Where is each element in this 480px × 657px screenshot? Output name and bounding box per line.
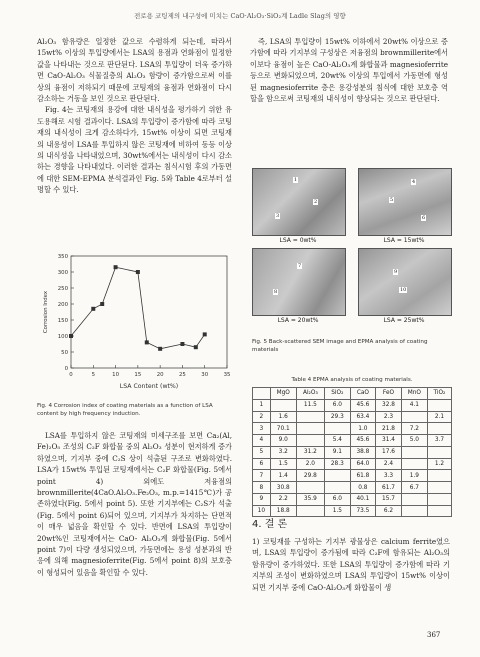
paragraph: 1) 코팅재를 구성하는 기지부 광물상은 calcium ferrite였으며, LSA의 투입량이 증가됨에 따라 C₂F에 함유되는 Al₂O₃의 함유량이 증가하였다. 또한 LSA의 투입량이 증가함에 따라 기지부의 조성이 변화하였으며 LSA의 투입량이 15wt% 이상이 되면 기지부 중에 CaO-Al₂O₃계 화합물이 생 [252, 537, 450, 592]
corrosion-index-chart [37, 250, 237, 395]
table-cell [270, 399, 296, 411]
table-cell: 28.3 [325, 458, 351, 470]
left-column-bottom-text [37, 430, 232, 578]
sem-image-20wt [252, 248, 346, 316]
x-tick-label: 25 [178, 372, 186, 378]
y-axis-label: Corrosion Index [43, 290, 49, 334]
table-cell: 6 [253, 458, 271, 470]
x-tick-label: 5 [91, 372, 96, 378]
table-cell: 30.8 [270, 482, 296, 494]
table-cell: 73.5 [350, 505, 376, 517]
table-cell: 5 [253, 446, 271, 458]
sem-label: LSA = 0wt% [279, 237, 317, 244]
table-cell [427, 482, 451, 494]
table-cell [427, 399, 451, 411]
paragraph: 즉, LSA의 투입량이 15wt% 이하에서 20wt% 이상으로 증가함에 따라 기지부의 구성상은 저융점의 brownmillerite에서 이보다 융점이 높은 CaO-Al₂O₃계 화합물과 magnesioferrite 등으로 변화되었으며, 20wt% 이상의 투입에서 가동면에 형성된 magnesioferrite 층은 용강성분의 침식에 대한 보호층 역할을 함으로써 코팅재의 내식성이 향상되는 것으로 판단된다. [250, 37, 448, 104]
table-cell: 8 [253, 482, 271, 494]
y-tick-label: 300 [57, 270, 68, 276]
x-tick-label: 35 [223, 372, 231, 378]
fig5-caption: Fig. 5 Back-scattered SEM image and EPMA analysis of coating materials [252, 339, 428, 353]
x-tick-label: 0 [69, 372, 73, 378]
table-row [253, 493, 452, 505]
point-marker: 7 [298, 263, 302, 269]
table-cell [325, 482, 351, 494]
table-cell: 1.5 [270, 458, 296, 470]
column-header: FeO [376, 388, 402, 400]
paragraph: LSA를 투입하지 않은 코팅재의 미세구조를 보면 Ca₂(Al, Fe)₂O₅ 조성의 C₂F 화합물 중의 Al₂O₃ 성분이 현저하게 증가하였으며, 기지부 중에 C₂S 상이 석출된 구조로 변화하였다. LSA가 15wt% 투입된 코팅재에서는 C₂F 화합물(Fig. 5에서 point 4) 외에도 저융점의 brownmillerite(4CaO.Al₂O₃.Fe₂O₃, m.p.=1415℃)가 공존하였다(Fig. 5에서 point 5). 또한 기지부에는 C₂S가 석출(Fig. 5에서 point 6)되어 있으며, 기지부가 차지하는 단면적이 매우 넓음을 확인할 수 있다. 반면에 LSA의 투입량이 20wt%인 코팅재에서는 CaO- Al₂O₃계 화합물(Fig. 5에서 point 7)이 다량 생성되었으며, 가동면에는 용성 성분과의 반응에 의해 magnesioferrite(Fig. 5에서 point 8)의 보호층이 형성되어 있음을 확인할 수 있다. [37, 431, 232, 577]
data-point [145, 340, 149, 344]
column-header: TiO₂ [427, 388, 451, 400]
table-cell: 32.8 [376, 399, 402, 411]
table-cell: 1.0 [350, 423, 376, 435]
table-cell: 9.0 [270, 435, 296, 447]
data-point [158, 347, 162, 351]
column-header: MnO [401, 388, 427, 400]
table-cell: 70.1 [270, 423, 296, 435]
table-cell: 3.2 [270, 446, 296, 458]
data-point [180, 342, 184, 346]
table-cell: 1.6 [270, 411, 296, 423]
table-cell: 15.7 [376, 493, 402, 505]
table-row [253, 446, 452, 458]
sem-image-25wt [358, 248, 452, 316]
table-cell: 31.2 [296, 446, 324, 458]
sem-label: LSA = 25wt% [383, 317, 425, 324]
point-marker: 10 [400, 287, 407, 293]
table-cell: 31.4 [376, 435, 402, 447]
column-header: Al₂O₃ [296, 388, 324, 400]
table-cell: 40.1 [350, 493, 376, 505]
left-column-text [37, 36, 232, 196]
epma-table [252, 387, 452, 517]
point-marker: 2 [314, 199, 318, 205]
section-title: 4. 결 론 [252, 519, 288, 530]
x-axis-label: LSA Content (wt%) [119, 383, 179, 390]
table-cell: 2.4 [376, 458, 402, 470]
table-row [253, 423, 452, 435]
plot-frame [71, 256, 227, 368]
data-point [91, 307, 95, 311]
running-header: 전로용 코팅제의 내구성에 미치는 CaO·Al₂O₃·SiO₂계 Ladle Slag의 영향 [134, 12, 346, 20]
table-cell: 2.3 [376, 411, 402, 423]
table-cell [401, 505, 427, 517]
series-line [71, 267, 205, 349]
table-cell [296, 435, 324, 447]
table-cell: 64.0 [350, 458, 376, 470]
paragraph: Fig. 4는 코팅재의 용강에 대한 내식성을 평가하기 위한 유도용해로 시험 결과이다. LSA의 투입량이 증가함에 따라 코팅재의 내식성이 크게 감소하다가, 15wt% 이상이 되면 코팅재의 내용성이 LSA를 투입하지 않은 코팅재에 비하여 동등 이상의 내식성을 나타내었으며, 30wt%에서는 내식성이 다시 감소하는 경향을 나타내었다. 이러한 결과는 침식시험 후의 가동면에 대한 SEM-EPMA 분석결과인 Fig. 5와 Table 4로부터 설명할 수 있다. [37, 105, 232, 195]
table-cell: 17.6 [376, 446, 402, 458]
table-cell: 3 [253, 423, 271, 435]
x-tick-label: 15 [134, 372, 142, 378]
fig4-caption: Fig. 4 Corrosion index of coating materials as a function of LSA content by high frequency induction. [37, 403, 213, 417]
point-marker: 8 [274, 289, 278, 295]
table4-caption: Table 4 EPMA analysis of coating materials. [291, 377, 413, 383]
page-number: 367 [427, 631, 441, 639]
table-cell: 1 [253, 399, 271, 411]
table-cell [401, 411, 427, 423]
y-tick-label: 200 [57, 302, 68, 308]
table-cell [325, 470, 351, 482]
table-cell [296, 411, 324, 423]
table-cell: 1.5 [325, 505, 351, 517]
point-marker: 6 [422, 215, 426, 221]
table-cell: 3.7 [427, 435, 451, 447]
table-cell: 7.2 [401, 423, 427, 435]
table-cell [401, 446, 427, 458]
table-cell: 45.6 [350, 435, 376, 447]
table-header-row [253, 388, 452, 400]
data-point [114, 265, 118, 269]
table-cell [325, 423, 351, 435]
sem-image-0wt [252, 168, 346, 236]
table-cell: 2.2 [270, 493, 296, 505]
table-row [253, 411, 452, 423]
y-tick-label: 100 [57, 334, 68, 340]
table-cell [427, 423, 451, 435]
y-tick-label: 0 [64, 366, 68, 372]
table-cell: 4 [253, 435, 271, 447]
table-cell [296, 505, 324, 517]
table-cell: 1.4 [270, 470, 296, 482]
column-header: CaO [350, 388, 376, 400]
table-cell: 9.1 [325, 446, 351, 458]
table-cell: 1.2 [427, 458, 451, 470]
sem-label: LSA = 15wt% [383, 237, 425, 244]
table-row [253, 482, 452, 494]
table-cell: 2 [253, 411, 271, 423]
y-tick-label: 150 [57, 318, 68, 324]
table-cell: 6.0 [325, 493, 351, 505]
table-cell: 21.8 [376, 423, 402, 435]
point-marker: 3 [276, 213, 280, 219]
table-cell: 5.0 [401, 435, 427, 447]
conclusion-text [252, 536, 450, 593]
table-cell: 9 [253, 493, 271, 505]
table-cell: 29.8 [296, 470, 324, 482]
table-cell: 4.1 [401, 399, 427, 411]
table-body [253, 399, 452, 517]
table-cell: 63.4 [350, 411, 376, 423]
table-row [253, 435, 452, 447]
table-cell: 18.8 [270, 505, 296, 517]
point-marker: 9 [394, 269, 398, 275]
y-tick-label: 350 [57, 254, 68, 260]
x-tick-label: 10 [112, 372, 120, 378]
column-header: SiO₂ [325, 388, 351, 400]
column-header: MgO [270, 388, 296, 400]
table-cell: 35.9 [296, 493, 324, 505]
table-cell: 7 [253, 470, 271, 482]
y-tick-label: 250 [57, 286, 68, 292]
table-cell: 45.6 [350, 399, 376, 411]
sem-image-15wt [358, 168, 452, 236]
x-tick-label: 20 [156, 372, 164, 378]
fig4-chart [37, 250, 237, 395]
table-cell: 3.3 [376, 470, 402, 482]
table-cell: 61.7 [376, 482, 402, 494]
table-row [253, 458, 452, 470]
point-marker: 4 [412, 179, 416, 185]
sem-label: LSA = 20wt% [277, 317, 319, 324]
paragraph: Al₂O₃ 함유량은 일정한 값으로 수렴하게 되는데, 따라서 15wt% 이상의 투입량에서는 LSA의 용점과 연화점이 일정한 값을 나타내는 것으로 판단된다. LSA의 투입량이 더욱 증가하면 CaO-Al₂O₃ 식물질층의 Al₂O₃ 함량이 증가함으로써 이를 상의 융점이 저하되기 때문에 코팅재의 융점과 연화점이 다시 감소하는 거동을 보인 것으로 판단된다. [37, 37, 232, 104]
table-cell [427, 470, 451, 482]
table-cell [296, 482, 324, 494]
table-cell: 6.2 [376, 505, 402, 517]
table-cell: 38.8 [350, 446, 376, 458]
table-cell: 5.4 [325, 435, 351, 447]
table-cell: 2.0 [296, 458, 324, 470]
data-point [203, 332, 207, 336]
table-row [253, 399, 452, 411]
table-cell [427, 505, 451, 517]
table-cell [427, 446, 451, 458]
data-point [194, 345, 198, 349]
right-column-text [250, 36, 448, 104]
data-point [100, 302, 104, 306]
point-marker: 1 [294, 177, 298, 183]
data-point [136, 270, 140, 274]
table-cell: 61.8 [350, 470, 376, 482]
table-cell: 1.9 [401, 470, 427, 482]
table-cell: 29.3 [325, 411, 351, 423]
table-cell: 11.5 [296, 399, 324, 411]
table-cell: 2.1 [427, 411, 451, 423]
table-cell [296, 423, 324, 435]
table-cell [401, 493, 427, 505]
table-cell: 0.8 [350, 482, 376, 494]
table-cell [401, 458, 427, 470]
column-header [253, 388, 271, 400]
data-point [69, 334, 73, 338]
table-cell [427, 493, 451, 505]
table-cell: 6.7 [401, 482, 427, 494]
table4 [252, 376, 452, 517]
table-cell: 6.0 [325, 399, 351, 411]
table-cell: 10 [253, 505, 271, 517]
x-tick-label: 30 [201, 372, 209, 378]
y-tick-label: 50 [61, 350, 68, 356]
table-row [253, 470, 452, 482]
point-marker: 5 [390, 197, 394, 203]
